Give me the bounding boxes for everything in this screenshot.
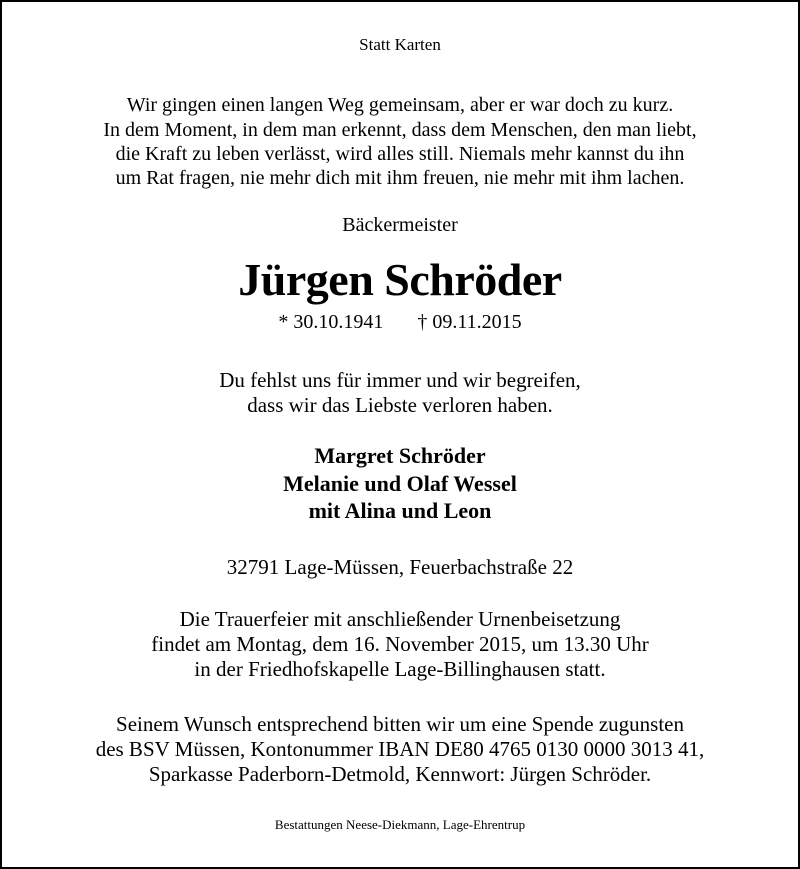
ceremony-line-2: findet am Montag, dem 16. November 2015, um 13.30 Uhr	[151, 632, 649, 656]
family-line-2: Melanie und Olaf Wessel	[283, 471, 517, 496]
donation-line-1: Seinem Wunsch entsprechend bitten wir um eine Spende zugunsten	[116, 712, 684, 736]
farewell-line-1: Du fehlst uns für immer und wir begreifen,	[219, 368, 581, 392]
address: 32791 Lage-Müssen, Feuerbachstraße 22	[226, 555, 574, 579]
ceremony-line-3: in der Friedhofskapelle Lage-Billinghausen statt.	[194, 657, 606, 681]
profession: Bäckermeister	[342, 214, 458, 236]
header-statt-karten: Statt Karten	[359, 35, 441, 54]
birth-date: * 30.10.1941	[278, 311, 384, 333]
undertaker-credit: Bestattungen Neese-Diekmann, Lage-Ehrentrup	[274, 817, 526, 832]
poem-line-2: In dem Moment, in dem man erkennt, dass dem Menschen, den man liebt,	[103, 119, 697, 141]
life-dates	[0, 312, 800, 332]
family-line-3: mit Alina und Leon	[308, 498, 492, 523]
poem-line-1: Wir gingen einen langen Weg gemeinsam, aber er war doch zu kurz.	[126, 94, 674, 116]
farewell-line-2: dass wir das Liebste verloren haben.	[247, 393, 553, 417]
donation-line-3: Sparkasse Paderborn-Detmold, Kennwort: Jürgen Schröder.	[148, 762, 652, 786]
ceremony-line-1: Die Trauerfeier mit anschließender Urnenbeisetzung	[179, 607, 621, 631]
poem-line-3: die Kraft zu leben verlässt, wird alles still. Niemals mehr kannst du ihn	[115, 143, 685, 165]
family-line-1: Margret Schröder	[314, 443, 486, 468]
poem-line-4: um Rat fragen, nie mehr dich mit ihm freuen, nie mehr mit ihm lachen.	[115, 167, 685, 189]
donation-line-2: des BSV Müssen, Kontonummer IBAN DE80 4765 0130 0000 3013 41,	[95, 737, 705, 761]
deceased-name: Jürgen Schröder	[238, 254, 562, 305]
death-date: † 09.11.2015	[417, 311, 522, 333]
